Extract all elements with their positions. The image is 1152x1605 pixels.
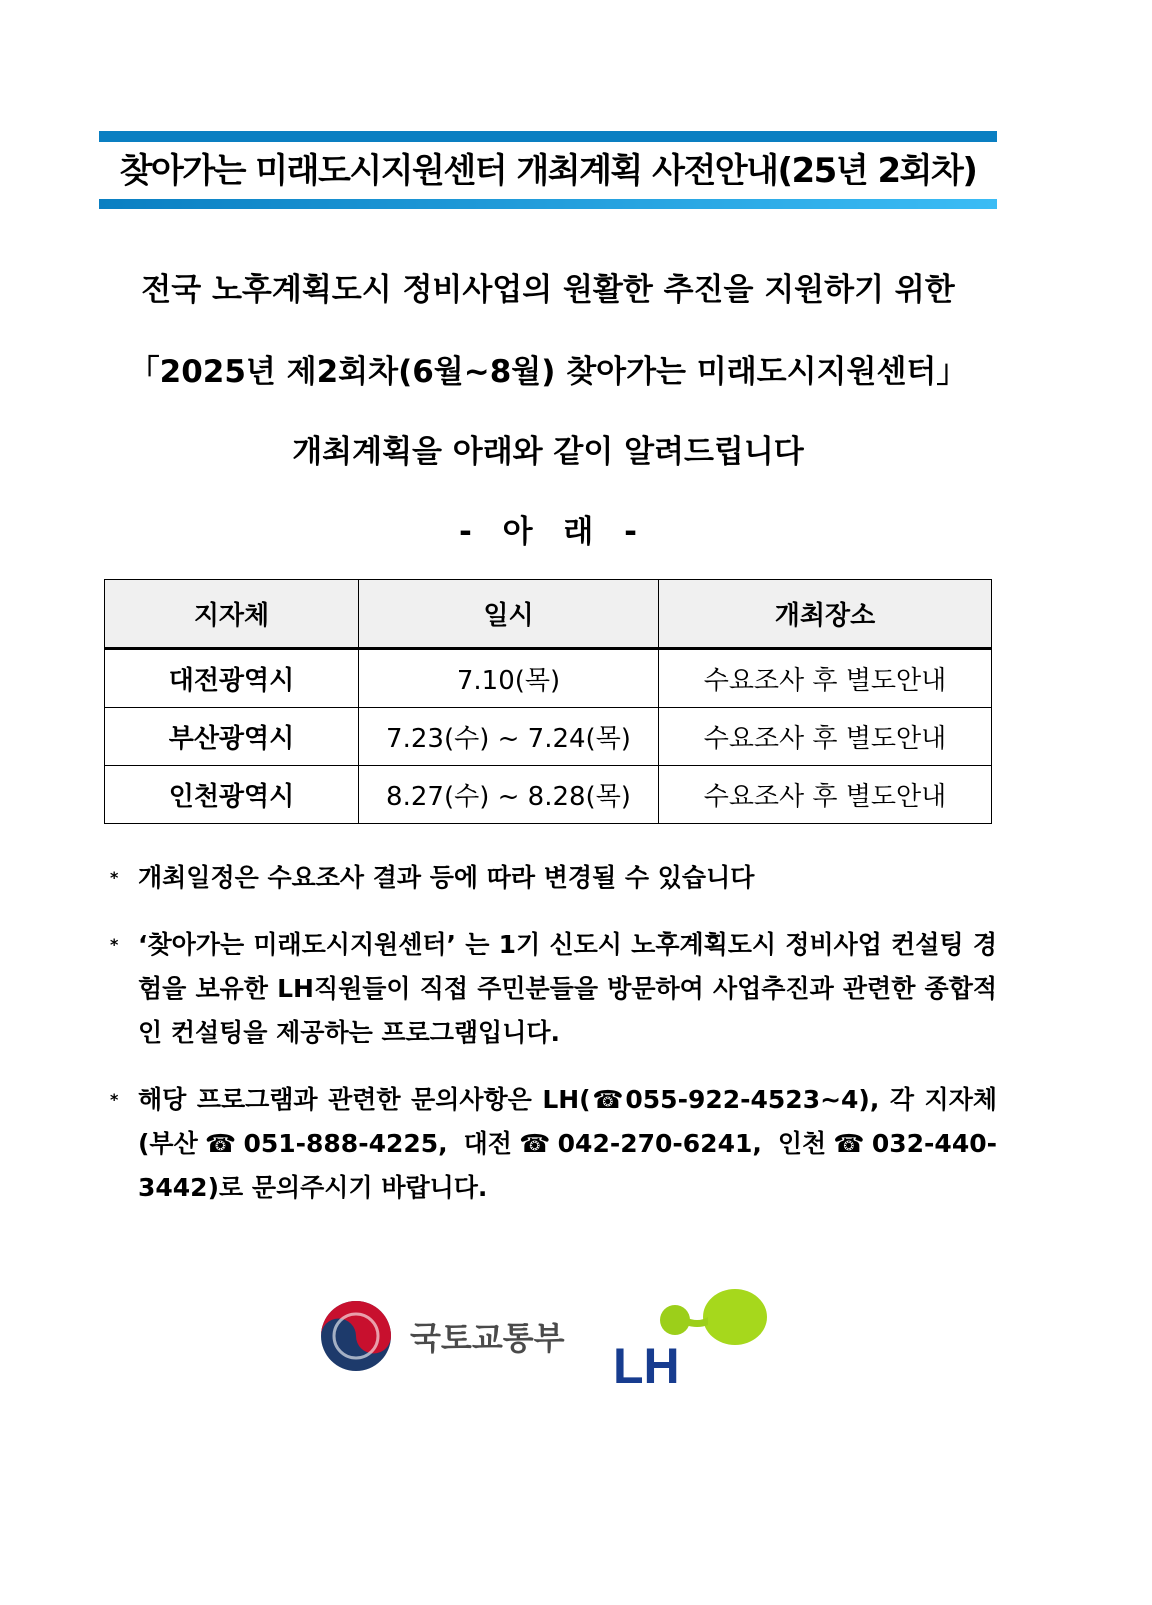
note-bullet: *: [110, 1090, 119, 1109]
below-heading: - 아 래 -: [458, 514, 637, 550]
region-cell: 부산광역시: [105, 708, 359, 766]
table-row: [105, 766, 992, 824]
note-bullet: *: [110, 868, 119, 887]
lh-logo: [613, 1287, 773, 1387]
region-cell: 인천광역시: [105, 766, 359, 824]
note-3: [110, 1078, 997, 1210]
note-1: [110, 856, 997, 900]
note-text: 해당 프로그램과 관련한 문의사항은 LH(☎055-922-4523~4), 각 지자체 (부산☎051-888-4225, 대전☎042-270-6241, 인천☎032-440-3442)로 문의주시기 바랍니다.: [138, 1085, 997, 1202]
note-text: 개최일정은 수요조사 결과 등에 따라 변경될 수 있습니다: [138, 863, 755, 892]
document-title: 찾아가는 미래도시지원센터 개최계획 사전안내(25년 2회차): [119, 151, 977, 191]
date-cell: 8.27(수) ~ 8.28(목): [359, 766, 659, 824]
title-top-bar: [99, 131, 997, 142]
date-cell: 7.23(수) ~ 7.24(목): [359, 708, 659, 766]
intro-line-3: 개최계획을 아래와 같이 알려드립니다: [292, 434, 804, 470]
lh-logo-text: LH: [613, 1338, 680, 1387]
schedule-table: [104, 579, 992, 824]
venue-cell: 수요조사 후 별도안내: [659, 649, 992, 708]
note-text: ‘찾아가는 미래도시지원센터’ 는 1기 신도시 노후계획도시 정비사업 컨설팅 경험을 보유한 LH직원들이 직접 주민분들을 방문하여 사업추진과 관련한 종합적인 컨설팅을 제공하는 프로그램입니다.: [138, 930, 997, 1047]
taegeuk-emblem-icon: [318, 1298, 394, 1374]
intro-line-1: 전국 노후계획도시 정비사업의 원활한 추진을 지원하기 위한: [141, 272, 955, 308]
header-venue: 개최장소: [659, 580, 992, 649]
molit-logo: [318, 1298, 565, 1374]
lh-logo-mark-icon: [613, 1287, 773, 1387]
venue-cell: 수요조사 후 별도안내: [659, 766, 992, 824]
intro-line-2: 「2025년 제2회차(6월~8월) 찾아가는 미래도시지원센터」: [128, 354, 968, 390]
note-bullet: *: [110, 935, 119, 954]
table-row: [105, 708, 992, 766]
table-row: [105, 649, 992, 708]
header-region: 지자체: [105, 580, 359, 649]
note-2: [110, 923, 997, 1055]
date-cell: 7.10(목): [359, 649, 659, 708]
header-date: 일시: [359, 580, 659, 649]
table-header-row: [105, 580, 992, 649]
title-bottom-bar: [99, 199, 997, 209]
molit-logo-text: 국토교통부: [410, 1319, 565, 1357]
region-cell: 대전광역시: [105, 649, 359, 708]
venue-cell: 수요조사 후 별도안내: [659, 708, 992, 766]
